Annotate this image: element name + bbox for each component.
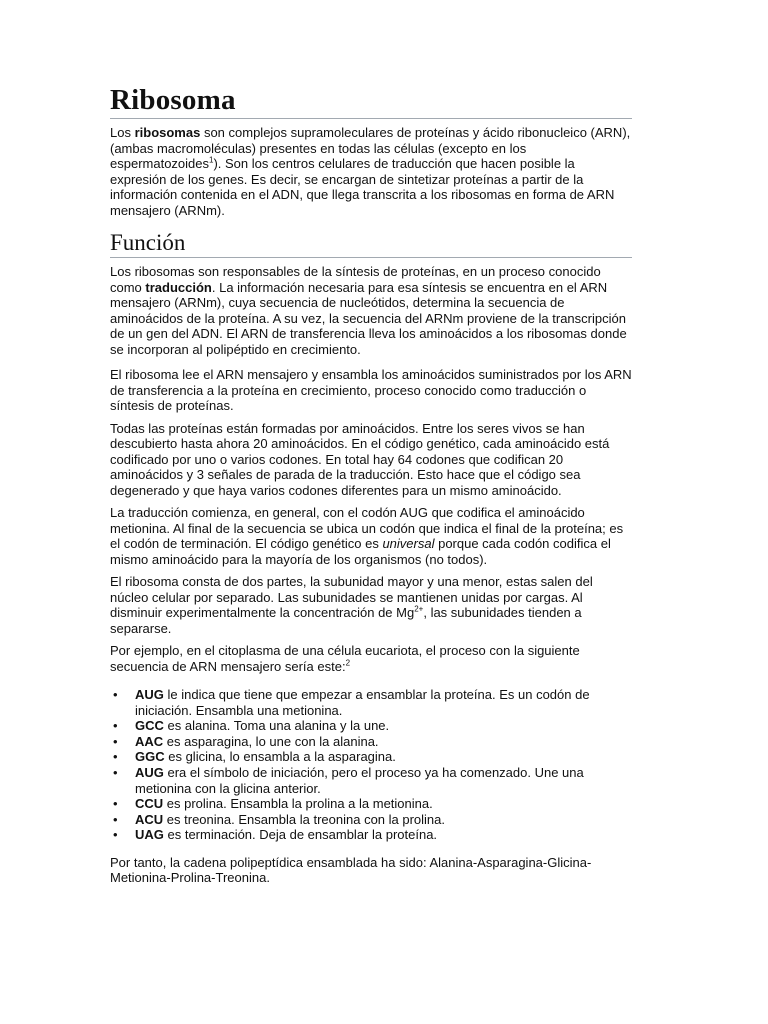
p6-text-1: Por ejemplo, en el citoplasma de una célula eucariota, el proceso con la siguiente secuencia de ARN mensajero sería este:: [110, 643, 580, 674]
list-item: [110, 827, 632, 843]
codon-description: es alanina. Toma una alanina y la une.: [163, 718, 390, 734]
paragraph-6: [110, 643, 632, 674]
list-item: [110, 718, 632, 734]
intro-text-2: son complejos supramoleculares de proteínas y ácido ribonucleico (ARN), (ambas macromoléculas) presentes en todas las células (excepto en los espermatozoides: [110, 125, 631, 171]
codon-code: GCC: [135, 718, 164, 734]
bullet-icon: •: [113, 811, 118, 827]
paragraph-5: [110, 574, 632, 636]
footnote-ref-2[interactable]: 2: [345, 658, 351, 668]
intro-text-1: Los: [110, 125, 135, 140]
paragraph-1: [110, 264, 632, 357]
codon-code: ACU: [135, 811, 164, 827]
codon-description: es prolina. Ensambla la prolina a la metionina.: [163, 796, 433, 812]
p4-italic-term: universal: [382, 536, 435, 551]
intro-paragraph: [110, 125, 632, 218]
article: [110, 84, 632, 886]
p4-text-2: porque cada codón codifica el mismo aminoácido para la mayoría de los organismos (no todos).: [110, 536, 611, 567]
bullet-icon: •: [113, 764, 118, 780]
superscript-charge: 2+: [414, 604, 424, 614]
p5-text-1: El ribosoma consta de dos partes, la subunidad mayor y una menor, estas salen del núcleo celular por separado. Las subunidades se mantienen unidas por cargas. Al disminuir experimentalmente la concentración de Mg: [110, 574, 593, 620]
intro-bold-term: ribosomas: [134, 125, 201, 140]
codon-description: era el símbolo de iniciación, pero el proceso ya ha comenzado. Une una metionina con la glicina anterior.: [135, 764, 584, 796]
list-item: [110, 812, 632, 828]
section-heading-funcion: Función: [110, 230, 632, 258]
codon-code: GGC: [135, 749, 165, 765]
bullet-icon: •: [113, 687, 118, 702]
p4-text-1: La traducción comienza, en general, con el codón AUG que codifica el aminoácido metionina. Al final de la secuencia se ubica un codón que indica el final de la proteína; es el codón de terminación. El código genético es: [110, 505, 624, 551]
paragraph-2: El ribosoma lee el ARN mensajero y ensambla los aminoácidos suministrados por los ARN de transferencia a la proteína en crecimiento, proceso conocido como traducción o síntesis de proteínas.: [110, 367, 632, 413]
intro-text-3: ). Son los centros celulares de traducción que hacen posible la expresión de los genes. Es decir, se encargan de sintetizar proteínas a partir de la información contenida en el ADN, que llega transcrita a los ribosomas en forma de ARN mensajero (ARNm).: [110, 156, 615, 218]
codon-list: [110, 687, 632, 843]
codon-code: CCU: [135, 796, 164, 812]
list-item: [110, 796, 632, 812]
bullet-icon: •: [113, 827, 118, 843]
p1-bold-term: traducción: [145, 279, 212, 295]
page-title: Ribosoma: [110, 84, 632, 119]
codon-description: es glicina, lo ensambla a la asparagina.: [164, 749, 396, 765]
list-item: [110, 687, 632, 718]
bullet-icon: •: [113, 718, 118, 734]
list-item: [110, 734, 632, 750]
p5-text-2: , las subunidades tienden a separarse.: [110, 605, 582, 636]
list-item: [110, 765, 632, 796]
codon-description: le indica que tiene que empezar a ensamblar la proteína. Es un codón de iniciación. Ensambla una metionina.: [135, 687, 590, 718]
codon-description: es treonina. Ensambla la treonina con la prolina.: [163, 811, 446, 827]
codon-code: AUG: [135, 764, 164, 780]
codon-code: UAG: [135, 827, 164, 843]
codon-description: es terminación. Deja de ensamblar la proteína.: [163, 827, 438, 843]
paragraph-4: [110, 505, 632, 567]
codon-code: AAC: [135, 733, 164, 749]
codon-description: es asparagina, lo une con la alanina.: [163, 733, 379, 749]
p1-text-1: Los ribosomas son responsables de la síntesis de proteínas, en un proceso conocido como: [110, 264, 601, 295]
codon-code: AUG: [135, 687, 164, 702]
list-item: [110, 749, 632, 765]
paragraph-3: Todas las proteínas están formadas por aminoácidos. Entre los seres vivos se han descubierto hasta ahora 20 aminoácidos. En el código genético, cada aminoácido está codificado por uno o varios codones. En total hay 64 codones que codifican 20 aminoácidos y 3 señales de parada de la traducción. Esto hace que el código sea degenerado y que haya varios codones diferentes para un mismo aminoácido.: [110, 420, 610, 498]
bullet-icon: •: [113, 733, 118, 749]
p1-text-2: . La información necesaria para esa síntesis se encuentra en el ARN mensajero (ARNm), cuya secuencia de nucleótidos, determina la secuencia de aminoácidos de la proteína. A su vez, la secuencia del ARNm proviene de la transcripción de un gen del ADN. El ARN de transferencia lleva los aminoácidos a los ribosomas donde se incorporan al polipéptido en crecimiento.: [110, 279, 627, 357]
footnote-ref-1[interactable]: 1: [209, 155, 214, 165]
paragraph-7: Por tanto, la cadena polipeptídica ensamblada ha sido: Alanina-Asparagina-Glicina-Metionina-Prolina-Treonina.: [110, 854, 592, 886]
bullet-icon: •: [113, 749, 118, 765]
bullet-icon: •: [113, 796, 118, 812]
